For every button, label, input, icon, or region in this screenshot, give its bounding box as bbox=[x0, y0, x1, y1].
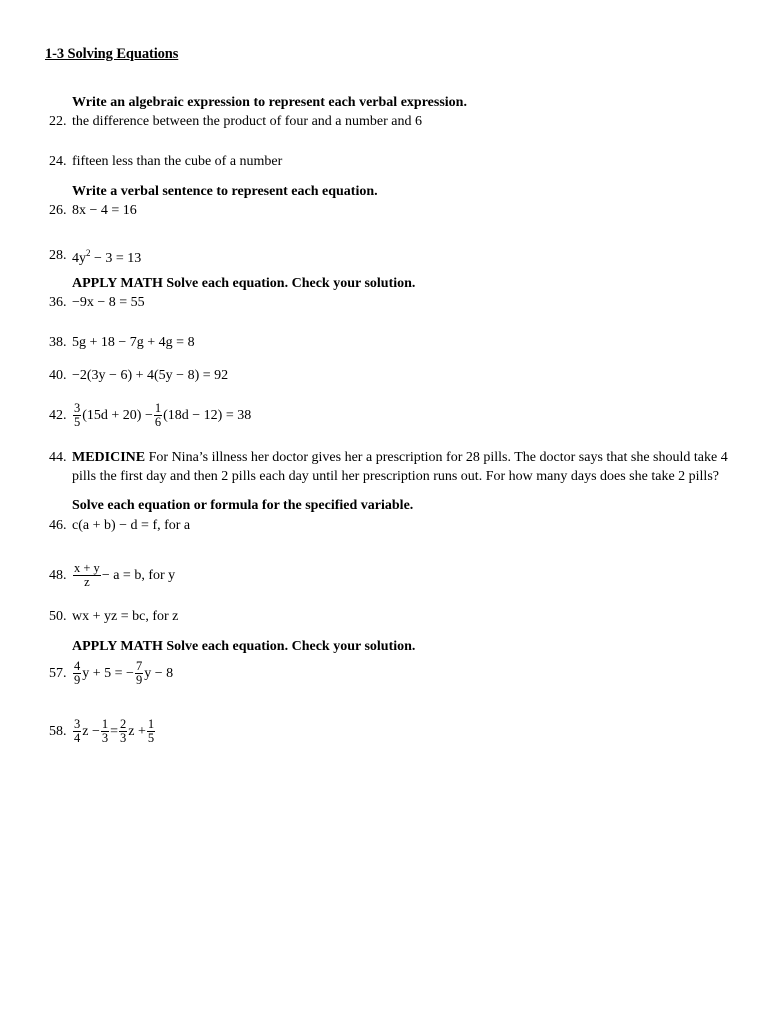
equation-part: z − bbox=[82, 723, 100, 739]
problem-42 bbox=[49, 402, 251, 429]
numerator: 3 bbox=[74, 717, 81, 731]
problem-38 bbox=[49, 334, 195, 352]
problem-57 bbox=[49, 660, 173, 687]
fraction bbox=[119, 718, 127, 745]
problem-28 bbox=[49, 244, 141, 268]
numerator: 7 bbox=[135, 659, 143, 673]
numerator: x + y bbox=[74, 561, 100, 575]
section-heading-specified-variable: Solve each equation or formula for the specified variable. bbox=[72, 498, 414, 513]
problem-number: 48. bbox=[49, 567, 67, 583]
problem-text: fifteen less than the cube of a number bbox=[72, 154, 283, 169]
problem-text-continued: pills the first day and then 2 pills each day until her prescription runs out. For how many days does she take 2 pills? bbox=[72, 469, 719, 484]
denominator: 6 bbox=[154, 415, 162, 429]
problem-46 bbox=[49, 517, 190, 535]
problem-22 bbox=[49, 113, 422, 131]
equation-part: − a = b bbox=[101, 567, 142, 583]
fraction bbox=[135, 660, 143, 687]
denominator: z bbox=[84, 575, 90, 589]
denominator: 3 bbox=[120, 731, 127, 745]
denominator: 3 bbox=[101, 731, 109, 745]
problem-40 bbox=[49, 367, 228, 385]
problem-58 bbox=[49, 718, 156, 745]
equation bbox=[72, 244, 141, 268]
problem-48 bbox=[49, 562, 175, 589]
for-variable: , for y bbox=[141, 567, 176, 583]
equation: c(a + b) − d = f bbox=[72, 518, 158, 533]
numerator: 1 bbox=[101, 717, 109, 731]
section-heading-apply-math: APPLY MATH Solve each equation. Check your solution. bbox=[72, 276, 416, 291]
problem-number: 58. bbox=[49, 723, 67, 739]
equation-part: (15d + 20) − bbox=[82, 407, 153, 423]
problem-number: 40. bbox=[49, 368, 67, 384]
equation-part: = bbox=[110, 723, 119, 739]
problem-26 bbox=[49, 202, 137, 220]
for-variable: , for z bbox=[145, 609, 179, 625]
problem-number: 22. bbox=[49, 114, 67, 129]
equation: 5g + 18 − 7g + 4g = 8 bbox=[72, 335, 195, 350]
denominator: 9 bbox=[135, 673, 143, 687]
denominator: 4 bbox=[74, 731, 81, 745]
numerator: 1 bbox=[154, 401, 162, 415]
for-variable: , for a bbox=[157, 518, 191, 534]
equation-part: − 3 = 13 bbox=[90, 251, 142, 266]
problem-number: 57. bbox=[49, 665, 67, 681]
equation: wx + yz = bc bbox=[72, 609, 146, 624]
problem-number: 36. bbox=[49, 295, 67, 311]
page-title: 1-3 Solving Equations bbox=[45, 46, 179, 62]
fraction bbox=[154, 402, 162, 429]
fraction bbox=[73, 660, 81, 687]
problem-number: 42. bbox=[49, 407, 67, 423]
section-heading-apply-math-2: APPLY MATH Solve each equation. Check your solution. bbox=[72, 639, 416, 654]
problem-number: 44. bbox=[49, 450, 67, 465]
problem-number: 38. bbox=[49, 335, 67, 351]
equation-part: y − 8 bbox=[144, 665, 174, 681]
fraction bbox=[73, 562, 101, 589]
problem-50 bbox=[49, 608, 178, 626]
problem-36 bbox=[49, 294, 145, 312]
numerator: 2 bbox=[120, 717, 127, 731]
problem-text: For Nina’s illness her doctor gives her a prescription for 28 pills. The doctor says that she should take 4 bbox=[145, 450, 728, 465]
problem-number: 24. bbox=[49, 154, 67, 169]
problem-number: 26. bbox=[49, 203, 67, 219]
equation-part: y + 5 = − bbox=[82, 665, 134, 681]
numerator: 3 bbox=[74, 401, 81, 415]
denominator: 5 bbox=[147, 731, 155, 745]
section-heading-verbal-sentence: Write a verbal sentence to represent each equation. bbox=[72, 184, 378, 199]
fraction bbox=[73, 402, 81, 429]
problem-number: 46. bbox=[49, 518, 67, 534]
equation: −2(3y − 6) + 4(5y − 8) = 92 bbox=[72, 368, 229, 383]
equation-part: z + bbox=[128, 723, 146, 739]
fraction bbox=[73, 718, 81, 745]
numerator: 1 bbox=[147, 717, 155, 731]
problem-number: 28. bbox=[49, 248, 67, 264]
problem-24 bbox=[49, 153, 282, 171]
numerator: 4 bbox=[74, 659, 81, 673]
equation: 8x − 4 = 16 bbox=[72, 203, 137, 218]
denominator: 9 bbox=[74, 673, 81, 687]
section-heading-verbal-expression: Write an algebraic expression to represent each verbal expression. bbox=[72, 95, 467, 110]
problem-text: the difference between the product of four and a number and 6 bbox=[72, 114, 422, 129]
denominator: 5 bbox=[74, 415, 81, 429]
fraction bbox=[101, 718, 109, 745]
exponent: 2 bbox=[86, 248, 91, 258]
problem-number: 50. bbox=[49, 609, 67, 625]
fraction bbox=[147, 718, 155, 745]
problem-keyword: MEDICINE bbox=[72, 450, 146, 465]
problem-44 bbox=[49, 448, 729, 486]
equation-part: 4y bbox=[72, 251, 86, 266]
equation-part: (18d − 12) = 38 bbox=[163, 407, 252, 423]
equation: −9x − 8 = 55 bbox=[72, 295, 145, 310]
